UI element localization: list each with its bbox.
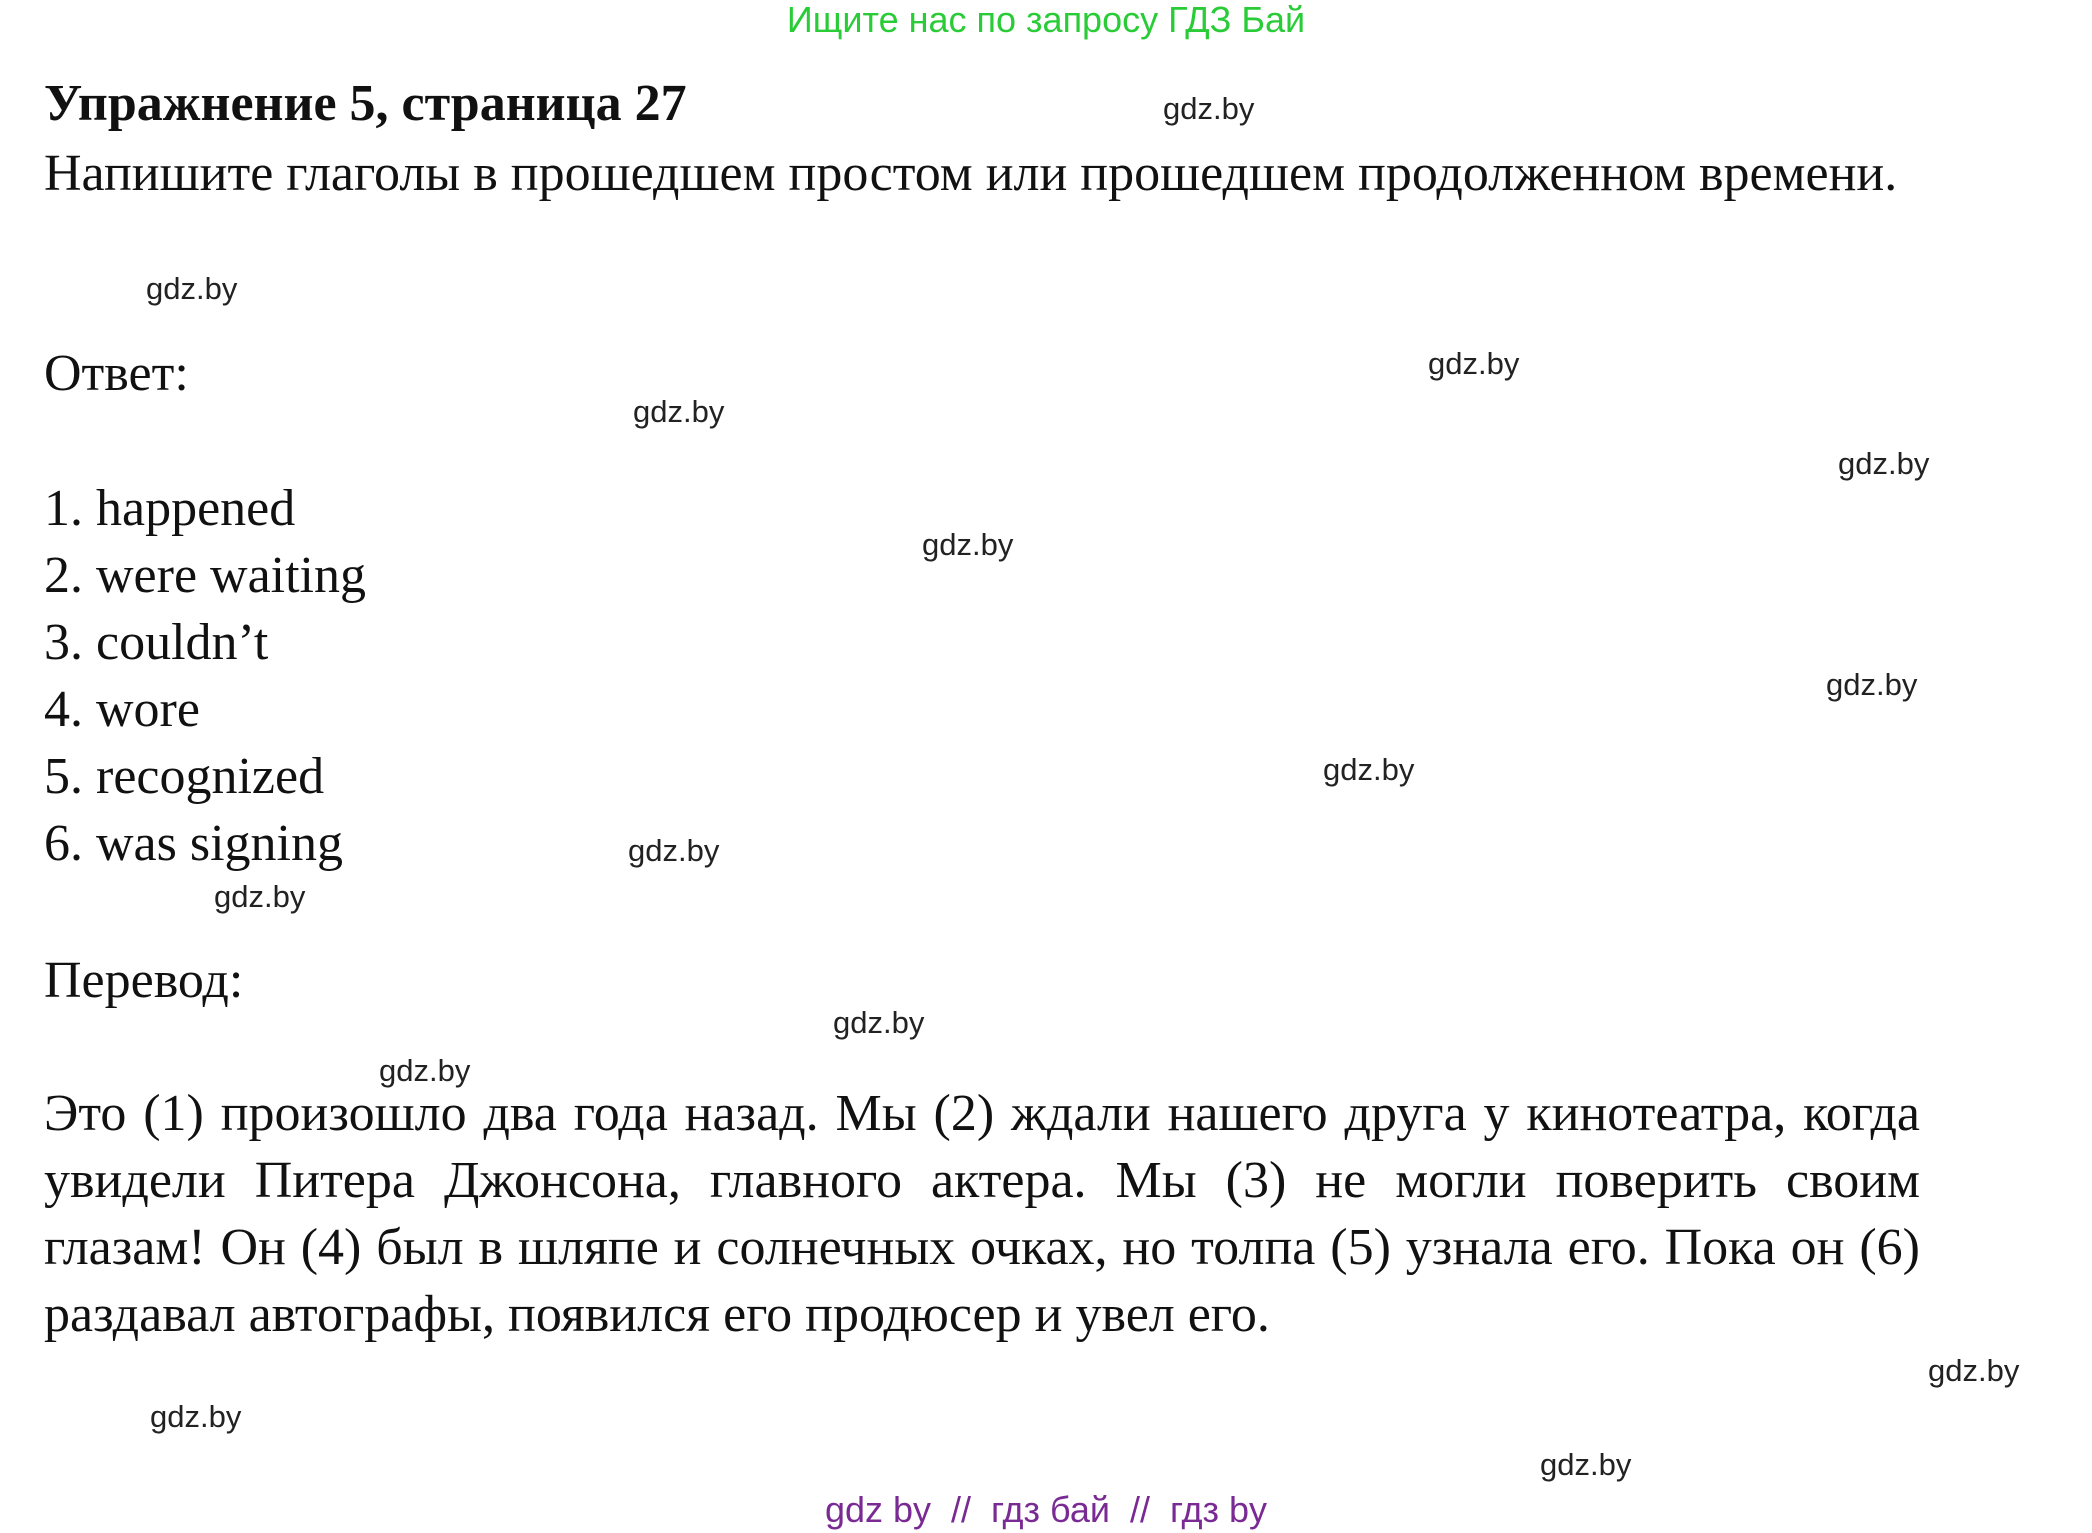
translation-text: Это (1) произошло два года назад. Мы (2) ждали нашего друга у кинотеатра, когда увидели Питера Джонсона, главного актера. Мы (3) не могли поверить своим глазам! Он (4) был в шляпе и солнечных очках, но толпа (5) узнала его. Пока он (6) раздавал автографы, появился его продюсер и увел его. (44, 1085, 1920, 1343)
answer-item: 3. couldn’t (44, 614, 269, 671)
watermark: gdz.by (1928, 1353, 2020, 1388)
watermark: gdz.by (1323, 752, 1415, 787)
answer-item: 6. was signing (44, 815, 343, 872)
watermark: gdz.by (922, 527, 1014, 562)
watermark: gdz.by (1838, 446, 1930, 481)
watermark: gdz.by (1163, 91, 1255, 126)
answer-heading: Ответ: (44, 345, 189, 402)
watermark: gdz.by (214, 879, 306, 914)
watermark: gdz.by (1826, 667, 1918, 702)
watermark: gdz.by (150, 1399, 242, 1434)
answer-item: 1. happened (44, 480, 296, 537)
search-banner: Ищите нас по запросу ГДЗ Бай (786, 0, 1306, 40)
watermark: gdz.by (628, 833, 720, 868)
answer-item: 4. wore (44, 681, 200, 738)
watermark: gdz.by (1540, 1447, 1632, 1482)
watermark: gdz.by (146, 271, 238, 306)
watermark: gdz.by (833, 1005, 925, 1040)
footer-links: gdz by // гдз бай // гдз by (824, 1489, 1268, 1530)
exercise-title: Упражнение 5, страница 27 (44, 75, 687, 132)
watermark: gdz.by (633, 394, 725, 429)
answer-item: 5. recognized (44, 748, 325, 805)
answer-list (44, 475, 366, 877)
translation-heading: Перевод: (44, 952, 244, 1009)
watermark: gdz.by (1428, 346, 1520, 381)
watermark: gdz.by (379, 1053, 471, 1088)
answer-item: 2. were waiting (44, 547, 367, 604)
task-text: Напишите глаголы в прошедшем простом или прошедшем продолженном времени. (44, 145, 1898, 202)
